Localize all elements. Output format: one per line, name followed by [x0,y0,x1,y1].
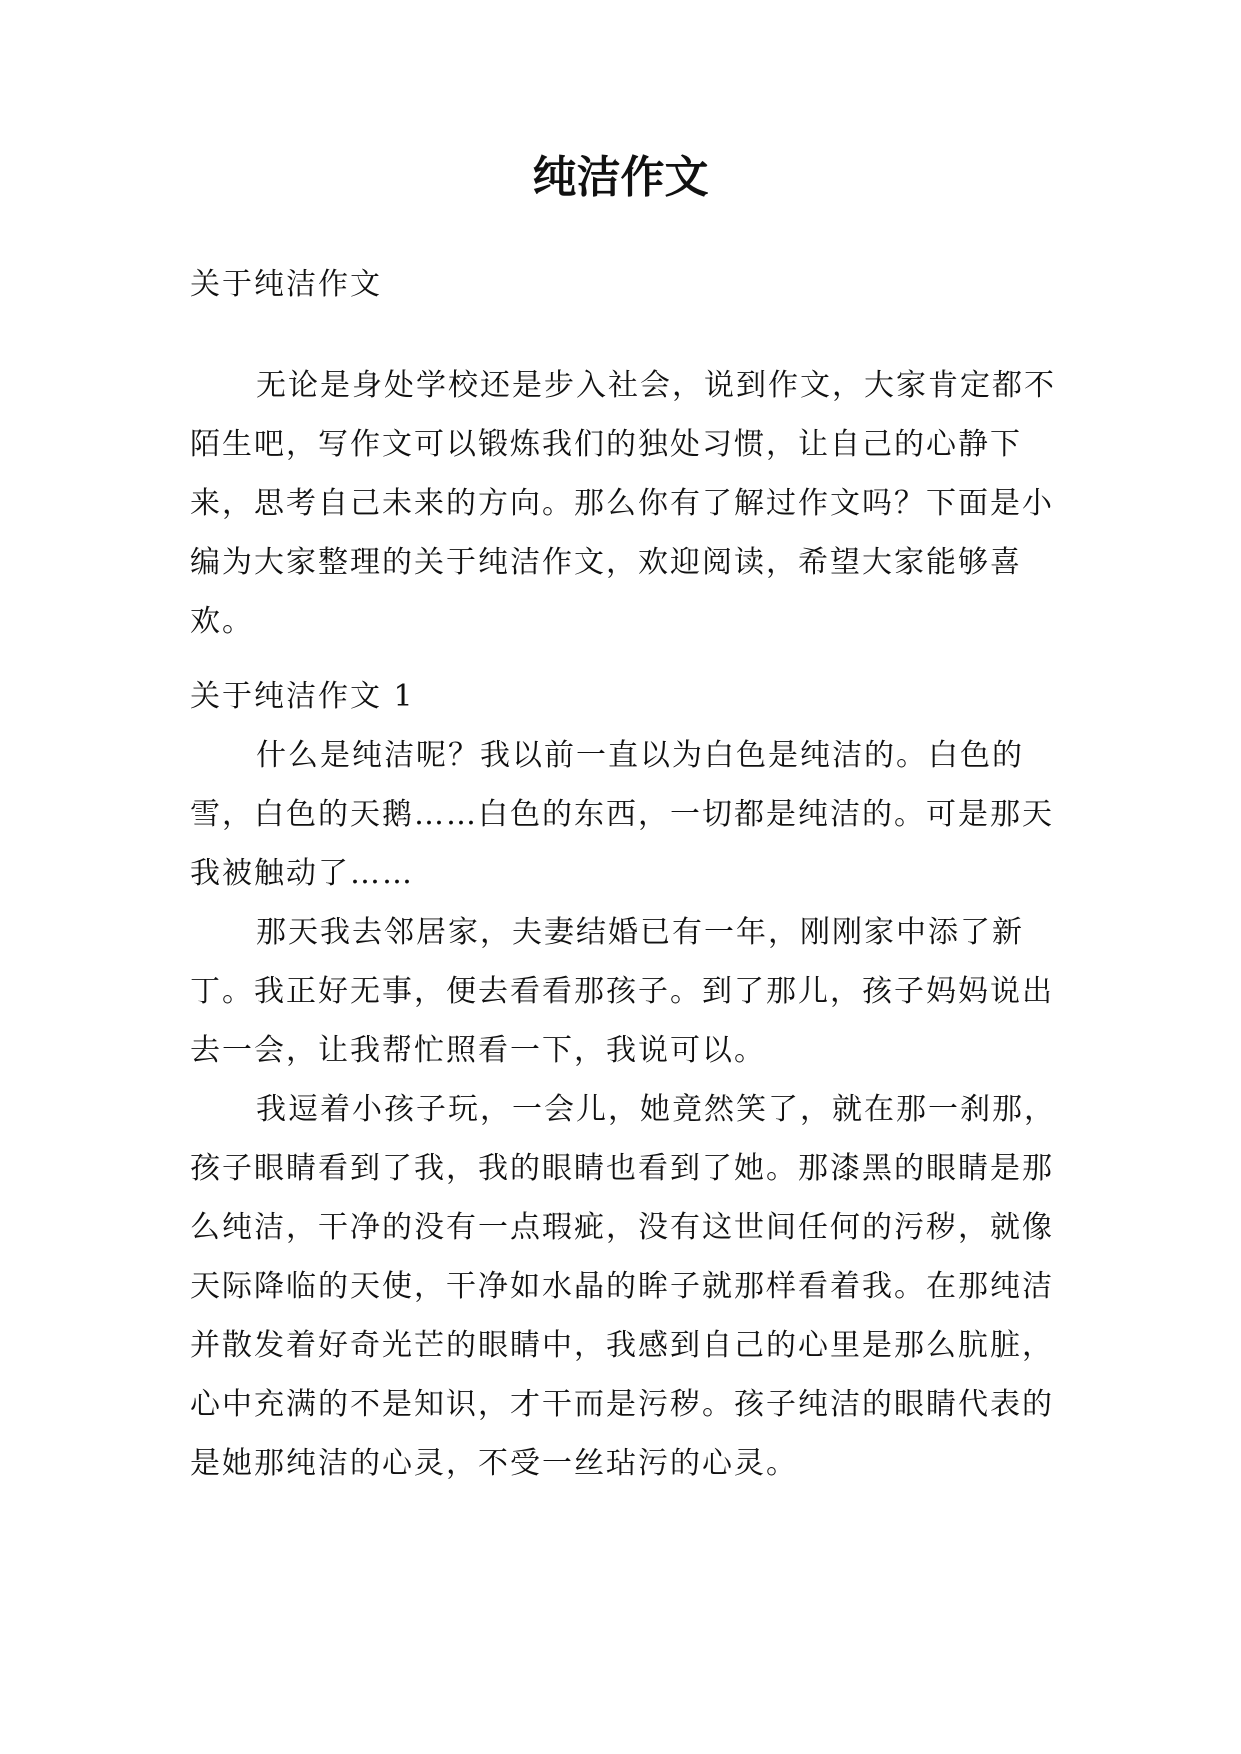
intro-paragraph: 无论是身处学校还是步入社会，说到作文，大家肯定都不陌生吧，写作文可以锻炼我们的独处习惯，让自己的心静下来，思考自己未来的方向。那么你有了解过作文吗？下面是小编为大家整理的关于纯洁作文，欢迎阅读，希望大家能够喜欢。 [190,368,1056,639]
section-1-paragraph-2: 那天我去邻居家，夫妻结婚已有一年，刚刚家中添了新丁。我正好无事，便去看看那孩子。到了那儿，孩子妈妈说出去一会，让我帮忙照看一下，我说可以。 [190,915,1054,1068]
section-1-paragraph-3: 我逗着小孩子玩，一会儿，她竟然笑了，就在那一刹那，孩子眼睛看到了我，我的眼睛也看到了她。那漆黑的眼睛是那么纯洁，干净的没有一点瑕疵，没有这世间任何的污秽，就像天际降临的天使，干净如水晶的眸子就那样看着我。在那纯洁并散发着好奇光芒的眼睛中，我感到自己的心里是那么肮脏，心中充满的不是知识，才干而是污秽。孩子纯洁的眼睛代表的是她那纯洁的心灵，不受一丝玷污的心灵。 [190,1092,1056,1481]
document-subtitle: 关于纯洁作文 [190,267,382,302]
document-title: 纯洁作文 [532,152,709,203]
section-1 [190,667,1060,1493]
section-1-heading: 关于纯洁作文 1 [190,679,415,714]
section-1-paragraph-1: 什么是纯洁呢？我以前一直以为白色是纯洁的。白色的雪，白色的天鹅……白色的东西，一切都是纯洁的。可是那天我被触动了…… [190,738,1054,891]
